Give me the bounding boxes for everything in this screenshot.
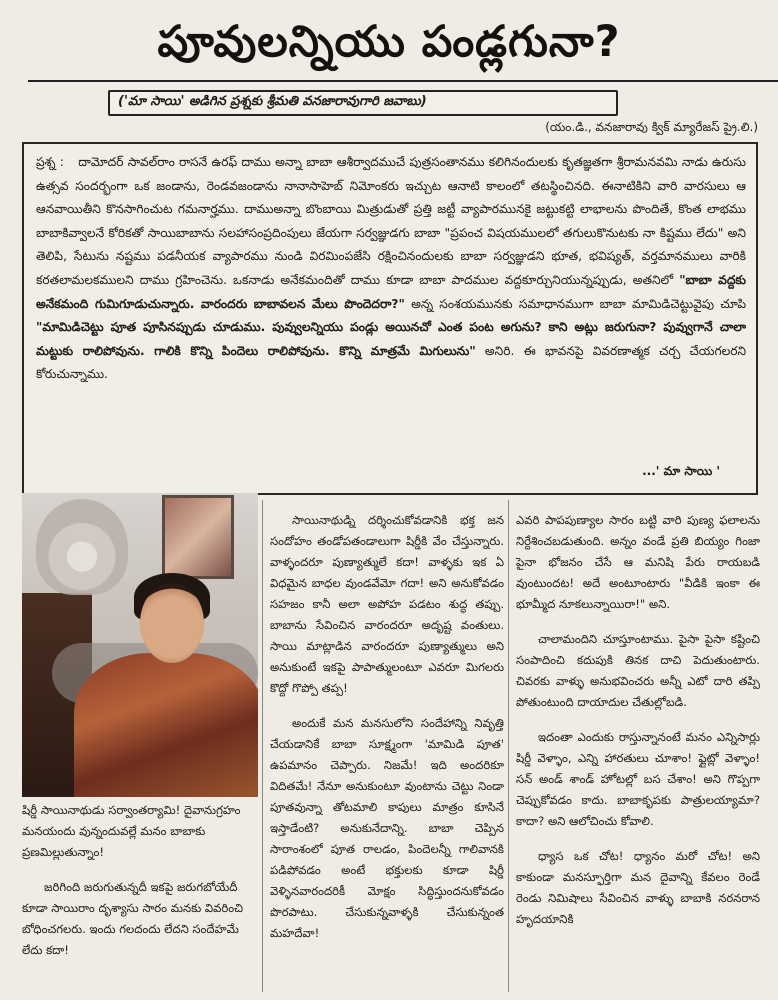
author-photo [22, 493, 258, 797]
title-rule [28, 80, 778, 82]
photo-saree [74, 653, 258, 797]
article-paragraph: అందుకే మన మనసులోని సందేహాన్ని నివృత్తి చేయడానికే బాబా సూక్ష్మంగా 'మామిడి పూత' ఉపమానం చెప్పారు. నిజమే! ఇది అందరికూ విదితమే! నేనూ అనుకుంటూ వుంటాను చెట్టు నిండా పూతవున్నా తోటమాలి కాపులు మాత్రం కూసినే ఇస్తాడేంటి? అనుకునేదాన్ని. బాబా చెప్పిన సారాంశంలో పూత రాలడం, పిందెలన్నీ గాలివానకి పడిపోవడం అంటే భక్తులకు కూడా షిర్డీ వెళ్ళినవారందరికీ మోక్షం సిద్ధిస్తుందనుకోవడం పొరపాటు. చేసుకున్నవాళ్ళకి చేసుకున్నంత మహదేవా! [270, 716, 504, 940]
photo-caption-column [22, 800, 258, 961]
article-paragraph: ధ్యాస ఒక చోట! ధ్యానం మరో చోట! అని కాకుండా మనస్ఫూర్తిగా మన దైవాన్ని కేవలం రెండే రెండు నిమిషాలు సేవించిన వాళ్ళు బాబాకి నరనరాన హృదయానికి [516, 849, 760, 926]
photo-peacock-decor [36, 499, 128, 595]
photo-face [140, 583, 204, 663]
photo-wall-frame [162, 495, 234, 579]
question-label: ప్రశ్న : [36, 155, 64, 169]
article-paragraph: సాయినాథుడ్ని దర్శించుకోవడానికి భక్త జన సందోహం తండోపతండాలుగా షిర్డీకి వేం చేస్తున్నారు. వాళ్ళందరూ పుణ్యాత్ములే కదా! వాళ్ళకు ఇక ఏ విధమైన బాధల వుండవేమో గదా! అని అనుకోవడం సహజం కానీ అలా అపోహ పడటం శుద్ధ తప్పు. బాబాను సేవించిన వారందరూ అదృష్ట వంతులు. సాయి మాట్లాడిన వారందరూ పుణ్యాత్ములు అని అనుకుంటే ఇకపై పాపాత్ములంటూ ఎవరూ మిగలరు కొద్దో గొప్పో తప్ప! [270, 513, 504, 695]
caption-paragraph: జరిగింది జరుగుతున్నదీ ఇకపై జరుగబోయేదీ కూడా సాయిరాం దృశ్యాసు సారం మనకు వివరించి బోధించగలరు. ఇందు గలదందు లేదని సందేహమే లేదు కదా! [22, 880, 244, 957]
question-signature: ...' మా సాయి ' [642, 464, 720, 478]
article-paragraph: ఎవరి పాపపుణ్యాల సారం బట్టి వారి పుణ్య ఫలాలను నిర్దేశించబడుతుంది. అన్నం వండే ప్రతి బియ్యం గింజా పైనా భోజనం చేసే ఆ మనిషి పేరు రాయబడి వుంటుందట! అదే అంటూంటారు "వీడికి ఇంకా ఈ భూమ్మీద నూకలున్నాయిరా!" అని. [516, 513, 760, 611]
question-body-3: అనిరి. ఈ భావనపై వివరణాత్మక చర్చ చేయగలరని కోరుచున్నాము. [36, 343, 746, 382]
question-box [22, 142, 758, 495]
author-credit: (యం.డి., వనజారావు క్విక్ మ్యారేజస్ ప్రై.లి.) [545, 120, 758, 134]
question-quote-2: "మామిడిచెట్టు పూత పూసినప్పుడు చూడుము. పువ్వులన్నియు పండ్లు అయినచో ఎంత పంట అగును? కాని అట్లు జరుగునా? పువ్వుగానే చాలా మట్టుకు రాలిపోవును. గాలికి కొన్ని పిందెలు రాలిపోవును. కొన్ని మాత్రమే మిగులును" [36, 320, 746, 358]
article-column-1 [270, 510, 504, 944]
photo-caption: షిర్డీ సాయినాథుడు సర్వాంతర్యామి! దైవానుగ్రహం మనయందు వున్నందువల్లే మనం బాబాకు ప్రణమిల్లుతున్నాం! [22, 803, 241, 859]
question-text [36, 151, 746, 387]
question-body-1: దామోదర్ సావల్‌రాం రాసనే ఉరఫ్ దాము అన్నా బాబా ఆశీర్వాదముచే పుత్రసంతానము కలిగినందులకు కృతజ్ఞతగా శ్రీరామనవమి నాడు ఉరుసు ఉత్సవ సందర్భంగా ఒక జండాను, రెండవజండాను నానాసాహెబ్ నిమోంకరు ఇచ్చుట ఆనాటి కాలంలో తటస్థించినది. ఈనాటికిని వారి వారసులు ఆ ఆనవాయితీని కొనసాగించుట గమనార్హము. దాముఅన్నా బొంబాయి మిత్రుడుతో ప్రత్తి జట్టీ వ్యాపారమునకై జట్టుకట్టి లాభాలను పొందితే, కొంత లాభము బాబాకివ్వాలనే కోరికతో సాయిబాబాను సలహాసంప్రదింపులు జేయగా సర్వజ్ఞుడగు బాబా "ప్రపంచ విషయములలో తగులుకొనుటకు నా కిష్టము లేదు" అని తెలిపి, సేటును నష్టము పడనీయక వ్యాపారము నుండి విరమింపజేసి రక్షించినందులకు బాబా సర్వజ్ఞుడని భూత, భవిష్యత్, వర్తమానములు వారికి కరతలామలకములని దాము గ్రహించెను. ఒకనాడు అనేకమందితో దాము కూడా బాబా పాదముల వద్దకూర్చునియున్నప్పుడు, అతనిలో [36, 155, 747, 287]
column-divider [508, 500, 509, 992]
question-body-2: అన్న సంశయమునకు సమాధానముగా బాబా మామిడిచెట్టువైపు చూపి [411, 296, 747, 311]
column-divider [262, 500, 263, 992]
article-subtitle: ('మా సాయి' అడిగిన ప్రశ్నకు శ్రీమతి వనజారావుగారి జవాబు) [108, 90, 618, 116]
article-paragraph: చాలామందిని చూస్తూంటాము. పైసా పైసా కష్టించి సంపాదించి కదుపుకి తినక దాచి పెదుతుంటారు. చివరకు వాళ్ళు అనుభవించరు అన్నీ ఎటో దారి తప్పి పోతుంటుంది దాయాదుల చేతుల్లోబడి. [516, 632, 760, 709]
question-quote-1: "బాబా వద్దకు అనేకమంది గుమిగూడుచున్నారు. వారందరు బాబావలన మేలు పొందెదరా?" [36, 272, 746, 311]
article-title: పూవులన్నియు పండ్లగునా? [157, 17, 621, 67]
article-column-2 [516, 510, 760, 930]
article-paragraph: ఇదంతా ఎందుకు రాస్తున్నానంటే మనం ఎన్నిసార్లు షిర్డీ వెళ్ళాం, ఎన్ని హారతులు చూశాం! ఫ్లైట్లో వెళ్ళాం! సన్ అండ్ శాండ్ హోటల్లో బస చేశాం! అని గొప్పగా చెప్పుకోవడం కాదు. బాబాకృపకు పాత్రులయ్యామా? కాదా? అని ఆలోచించు కోవాలి. [516, 730, 760, 828]
